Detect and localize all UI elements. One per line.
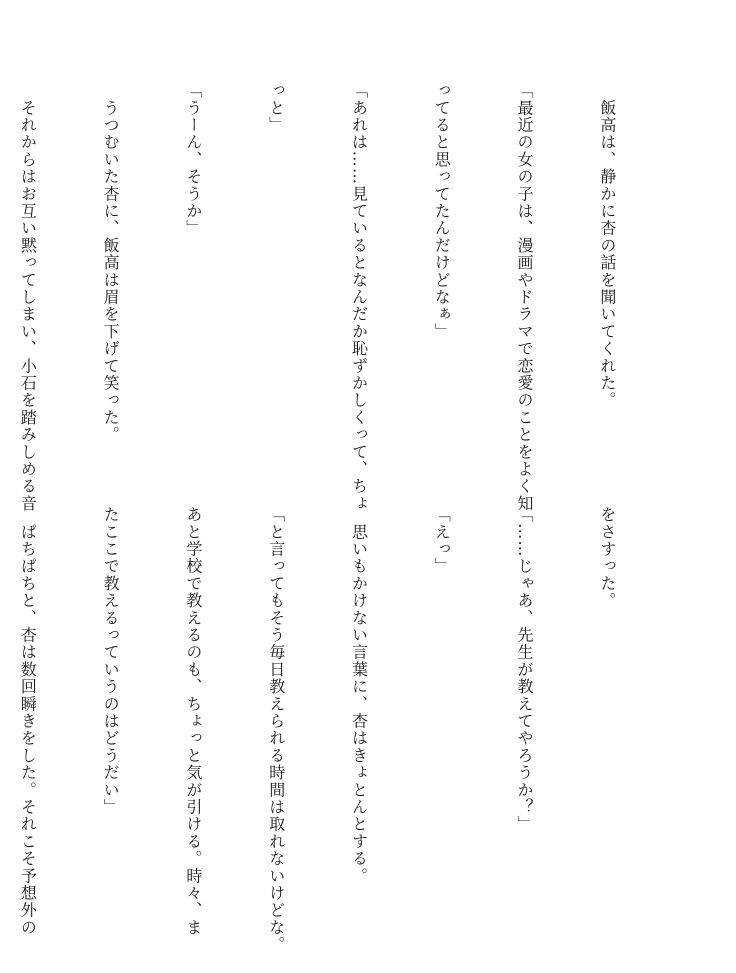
text-line: 「最近の女の子は、漫画やドラマで恋愛のことをよく知 [515, 82, 535, 512]
text-line: たここで教えるっていうのはどうだい」 [101, 506, 121, 816]
text-line: っと」 [266, 82, 286, 134]
text-line: 思いもかけない言葉に、杏はきょとんとする。 [349, 506, 369, 885]
text-line: 「……じゃあ、先生が教えてやろうか？」 [515, 506, 535, 833]
text-line: ぱちぱちと、杏は数回瞬きをした。それこそ予想外の [18, 506, 38, 936]
text-line: をさすった。 [597, 506, 617, 610]
text-line: 飯高は、静かに杏の話を聞いてくれた。 [597, 82, 617, 409]
text-line: うつむいた杏に、飯高は眉を下げて笑った。 [101, 82, 121, 444]
text-line: あと学校で教えるのも、ちょっと気が引ける。時々、ま [183, 506, 203, 936]
text-line: 「と言ってもそう毎日教えられる時間は取れないけどな。 [266, 506, 286, 954]
upper-text-block [18, 82, 676, 512]
lower-text-block [18, 506, 676, 954]
text-line: それからはお互い黙ってしまい、小石を踏みしめる音 [18, 82, 38, 512]
text-line: 「あれは……見ているとなんだか恥ずかしくって、ちょ [349, 82, 369, 512]
text-line: ってると思ってたんだけどなぁ」 [432, 82, 452, 340]
text-line: 「えっ」 [432, 506, 452, 575]
text-line: 「うーん、そうか」 [183, 82, 203, 237]
